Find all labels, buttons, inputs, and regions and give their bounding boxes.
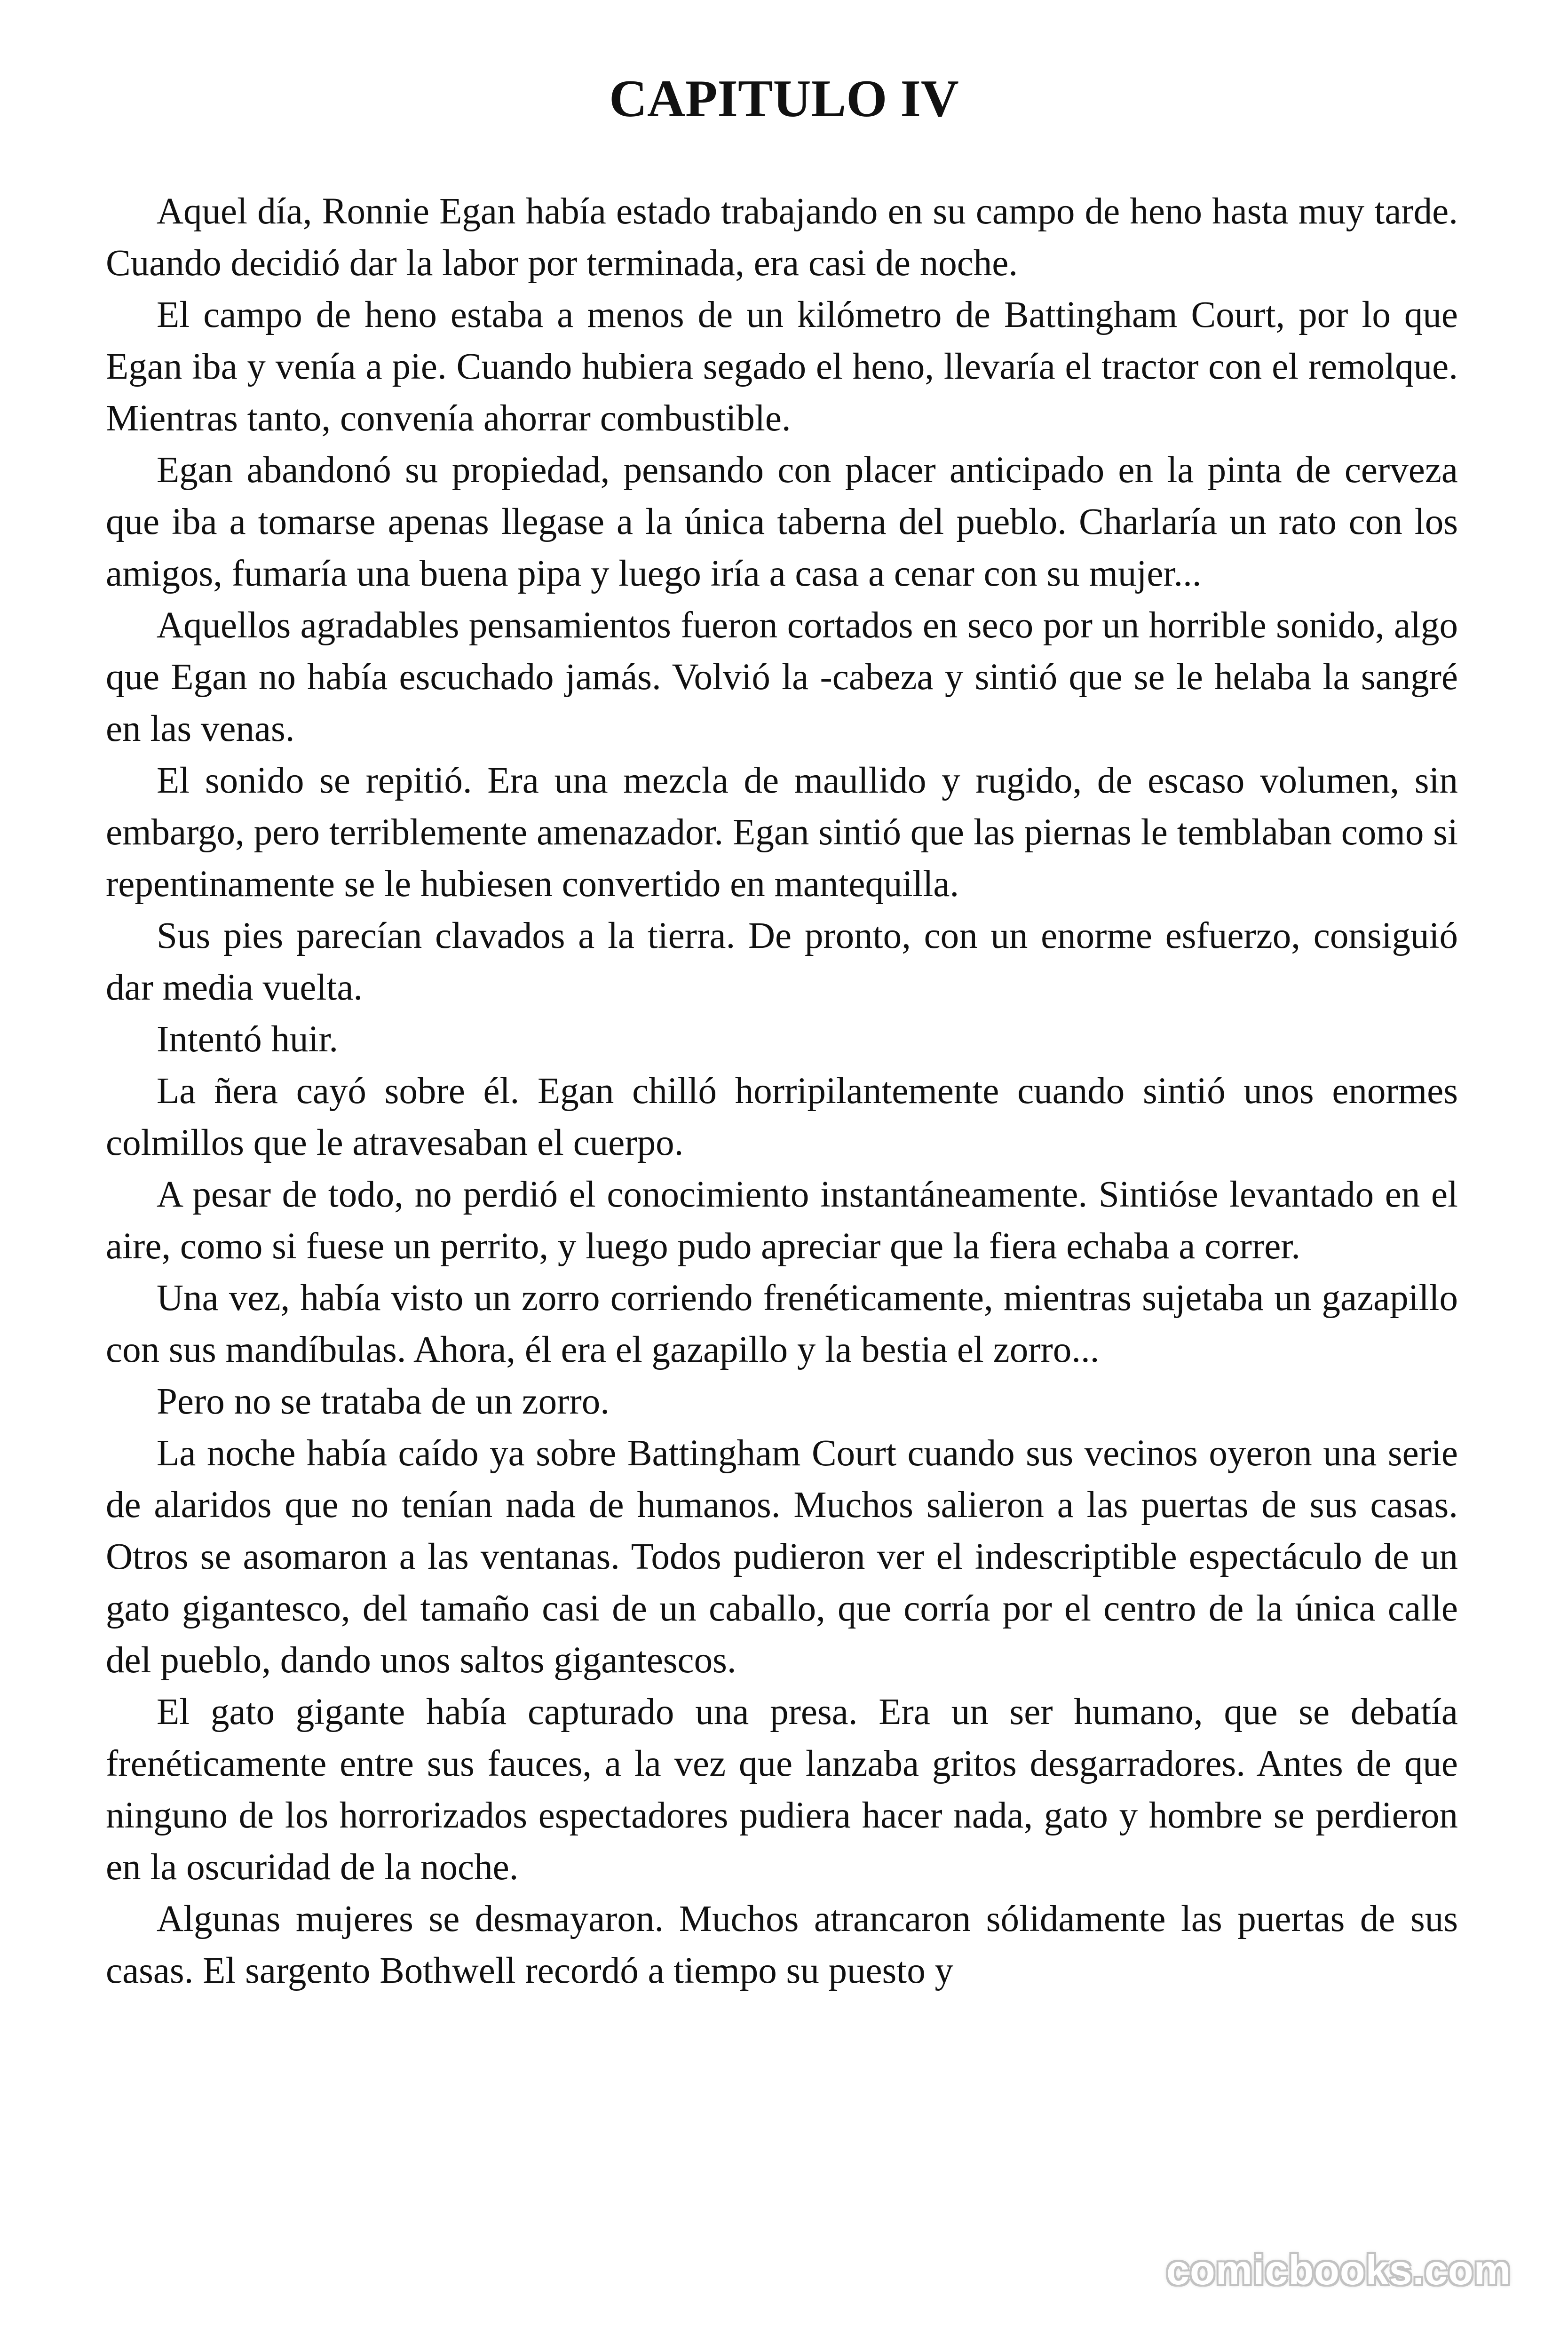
- paragraph: La ñera cayó sobre él. Egan chilló horripilantemente cuando sintió unos enormes colmillos que le atravesaban el cuerpo.: [106, 1071, 1458, 1163]
- paragraph: Una vez, había visto un zorro corriendo frenéticamente, mientras sujetaba un gazapillo con sus mandíbulas. Ahora, él era el gazapillo y la bestia el zorro...: [106, 1278, 1458, 1370]
- watermark: comicbooks.com: [1166, 2247, 1511, 2293]
- paragraph: El gato gigante había capturado una presa. Era un ser humano, que se debatía frenéticamente entre sus fauces, a la vez que lanzaba gritos desgarradores. Antes de que ninguno de los horrorizados espectadores pudiera hacer nada, gato y hombre se perdieron en la oscuridad de la noche.: [106, 1692, 1458, 1888]
- paragraph: Pero no se trataba de un zorro.: [157, 1381, 610, 1422]
- paragraph: Aquellos agradables pensamientos fueron cortados en seco por un horrible sonido, algo que Egan no había escuchado jamás. Volvió la -cabeza y sintió que se le helaba la sangré en las venas.: [106, 605, 1458, 749]
- chapter-body: [106, 186, 1458, 1997]
- paragraph: Sus pies parecían clavados a la tierra. De pronto, con un enorme esfuerzo, consiguió dar media vuelta.: [106, 915, 1458, 1008]
- paragraph: El campo de heno estaba a menos de un kilómetro de Battingham Court, por lo que Egan iba y venía a pie. Cuando hubiera segado el heno, llevaría el tractor con el remolque. Mientras tanto, convenía ahorrar combustible.: [106, 294, 1458, 439]
- paragraph: A pesar de todo, no perdió el conocimiento instantáneamente. Sintióse levantado en el aire, como si fuese un perrito, y luego pudo apreciar que la fiera echaba a correr.: [106, 1174, 1458, 1267]
- paragraph: La noche había caído ya sobre Battingham Court cuando sus vecinos oyeron una serie de alaridos que no tenían nada de humanos. Muchos salieron a las puertas de sus casas. Otros se asomaron a las ventanas. Todos pudieron ver el indescriptible espectáculo de un gato gigantesco, del tamaño casi de un caballo, que corría por el centro de la única calle del pueblo, dando unos saltos gigantescos.: [106, 1433, 1458, 1681]
- chapter-title: CAPITULO IV: [609, 70, 959, 128]
- paragraph: Aquel día, Ronnie Egan había estado trabajando en su campo de heno hasta muy tarde. Cuando decidió dar la labor por terminada, era casi de noche.: [106, 191, 1458, 284]
- paragraph: Algunas mujeres se desmayaron. Muchos atrancaron sólidamente las puertas de sus casas. El sargento Bothwell recordó a tiempo su puesto y: [106, 1899, 1458, 1991]
- paragraph: Intentó huir.: [157, 1019, 339, 1060]
- paragraph: El sonido se repitió. Era una mezcla de maullido y rugido, de escaso volumen, sin embargo, pero terriblemente amenazador. Egan sintió que las piernas le temblaban como si repentinamente se le hubiesen convertido en mantequilla.: [106, 760, 1458, 905]
- paragraph: Egan abandonó su propiedad, pensando con placer anticipado en la pinta de cerveza que iba a tomarse apenas llegase a la única taberna del pueblo. Charlaría un rato con los amigos, fumaría una buena pipa y luego iría a casa a cenar con su mujer...: [106, 450, 1458, 594]
